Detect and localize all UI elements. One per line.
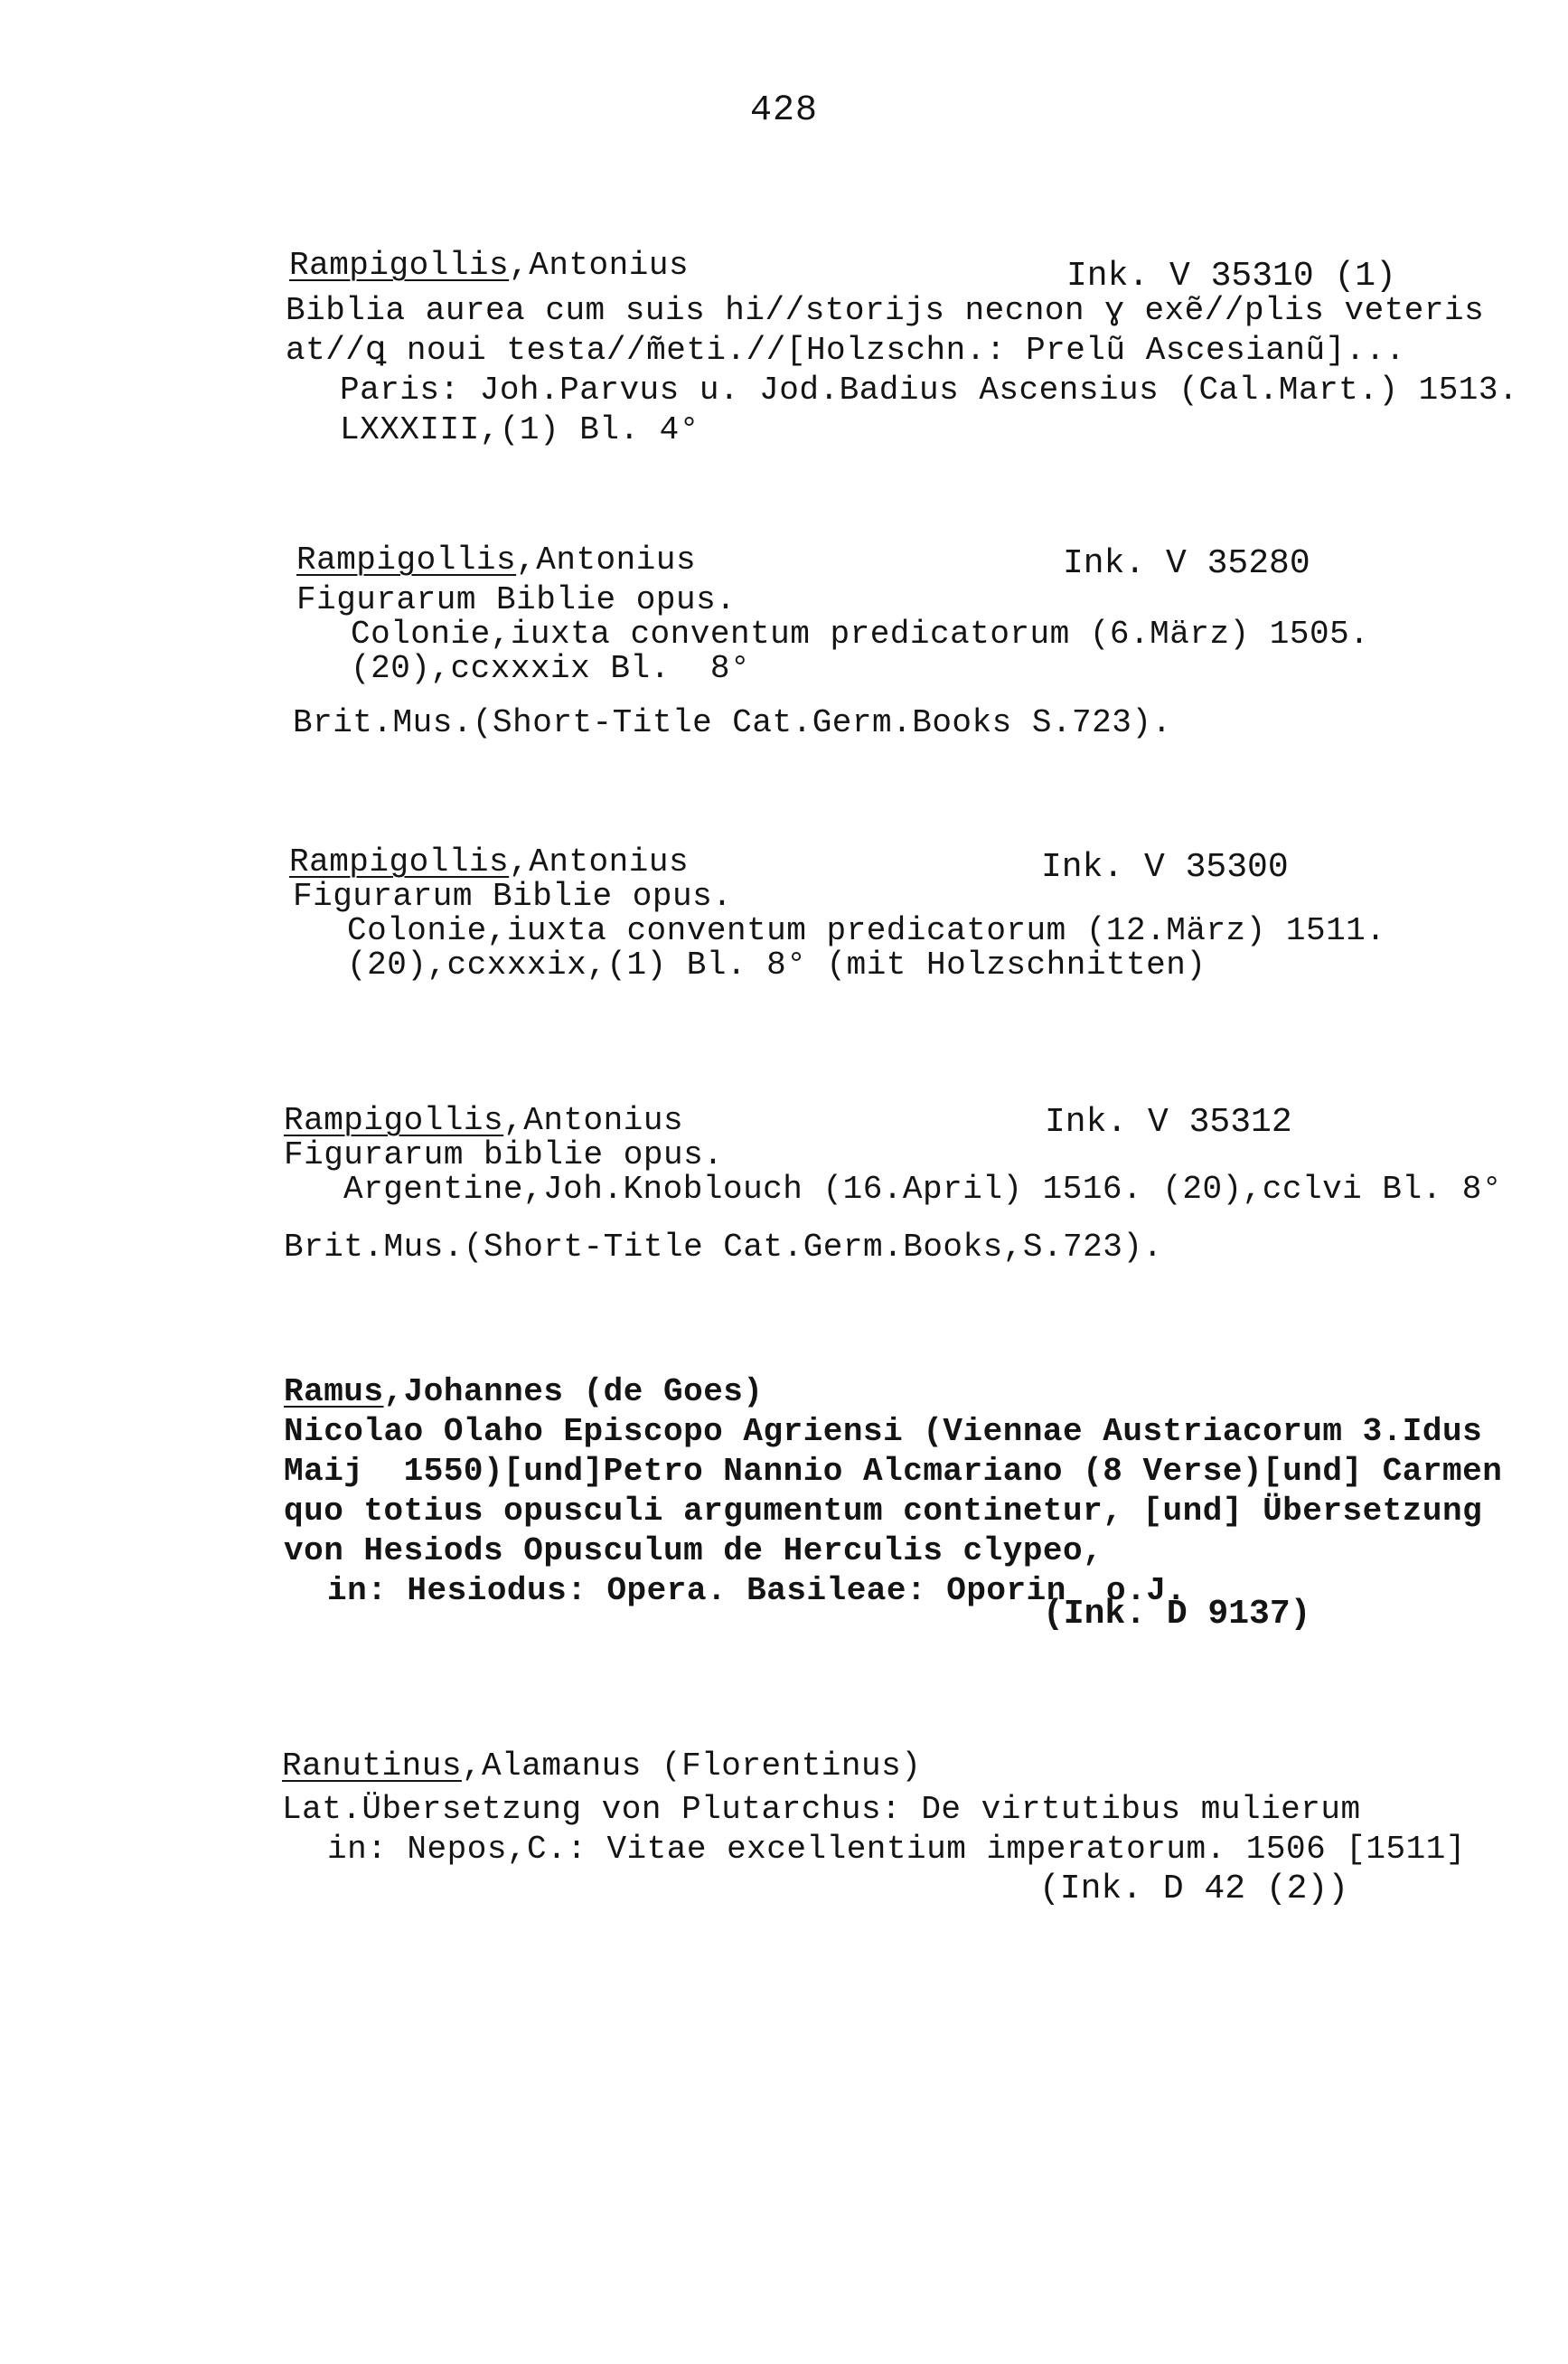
entry-line: (20),ccxxxix Bl. 8° [351,650,751,687]
entry-line: von Hesiods Opusculum de Herculis clypeo, [284,1532,1103,1569]
entry-line: Maij 1550)[und]Petro Nannio Alcmariano (8 Verse)[und] Carmen [284,1453,1503,1490]
author-forename: ,Johannes (de Goes) [383,1373,764,1410]
entry-heading [289,246,689,286]
entry-heading [296,541,696,580]
entry-line: Nicolao Olaho Episcopo Agriensi (Viennae Austriacorum 3.Idus [284,1413,1483,1450]
author-forename: ,Antonius [509,843,690,881]
shelf-signature: Ink. V 35300 [1041,848,1289,887]
author-surname: Ramus [284,1373,384,1410]
entry-line: in: Nepos,C.: Vitae excellentium imperatorum. 1506 [1511] [327,1831,1466,1868]
author-forename: ,Antonius [516,542,697,579]
entry-line: LXXXIII,(1) Bl. 4° [340,411,699,448]
entry-line: Figurarum biblie opus. [284,1136,724,1173]
author-forename: ,Alamanus (Florentinus) [461,1747,922,1785]
entry-line: Brit.Mus.(Short-Title Cat.Germ.Books S.723). [293,704,1172,741]
page-number: 428 [749,90,818,131]
entry-line: Paris: Joh.Parvus u. Jod.Badius Ascensius (Cal.Mart.) 1513. [340,372,1519,409]
entry-line: quo totius opusculi argumentum continetur, [und] Übersetzung [284,1493,1483,1530]
entry-line: in: Hesiodus: Opera. Basileae: Oporin o.J. [327,1572,1187,1609]
entry-line: Figurarum Biblie opus. [296,581,737,618]
shelf-signature: (Ink. D 42 (2)) [1039,1870,1349,1908]
entry-line: Lat.Übersetzung von Plutarchus: De virtutibus mulierum [282,1791,1361,1828]
entry-line: (20),ccxxxix,(1) Bl. 8° (mit Holzschnitten) [347,947,1207,984]
entry-line: Biblia aurea cum suis hi//storijs necnon ɣ exẽ//plis veteris [286,292,1485,329]
entry-line: Brit.Mus.(Short-Title Cat.Germ.Books,S.723). [284,1229,1163,1266]
shelf-signature: Ink. V 35280 [1063,544,1310,583]
author-surname: Rampigollis [289,247,510,284]
entry-line: Argentine,Joh.Knoblouch (16.April) 1516. (20),cclvi Bl. 8° [343,1171,1503,1208]
shelf-signature: (Ink. D 9137) [1043,1595,1311,1634]
shelf-signature: Ink. V 35312 [1045,1103,1292,1142]
entry-line: at//ꝗ noui testa//m̃eti.//[Holzschn.: Prelũ Ascesianũ]... [286,332,1406,369]
entry-heading [284,1372,764,1412]
author-surname: Rampigollis [289,843,510,881]
author-surname: Ranutinus [282,1747,462,1785]
entry-heading [282,1747,921,1786]
entry-line: Figurarum Biblie opus. [293,878,733,915]
author-surname: Rampigollis [296,542,517,579]
shelf-signature: Ink. V 35310 (1) [1066,257,1396,296]
author-forename: ,Antonius [503,1102,684,1139]
author-forename: ,Antonius [509,247,690,284]
author-surname: Rampigollis [284,1102,504,1139]
entry-line: Colonie,iuxta conventum predicatorum (12.März) 1511. [347,912,1386,949]
entry-line: Colonie,iuxta conventum predicatorum (6.März) 1505. [351,616,1370,653]
